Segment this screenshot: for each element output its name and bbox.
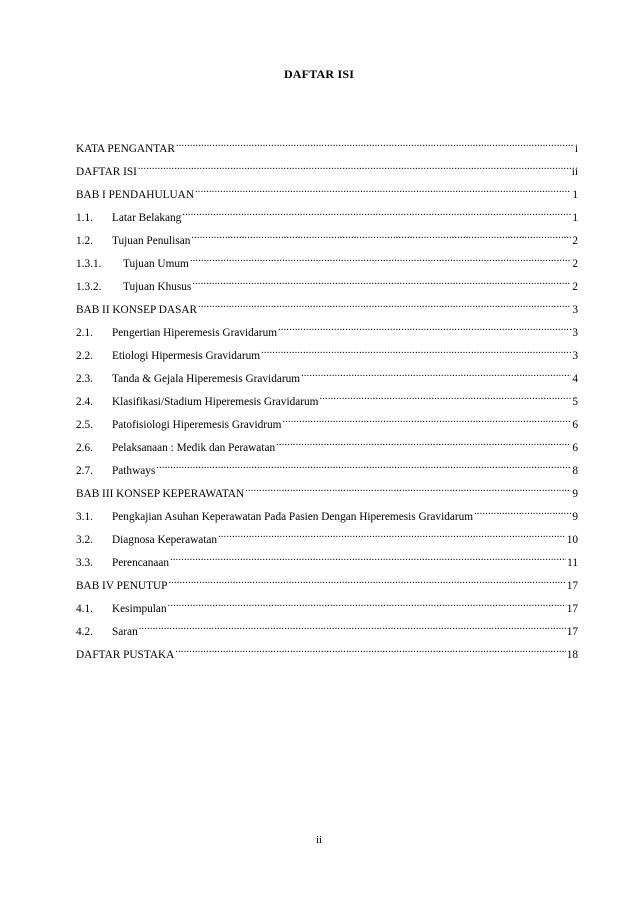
- toc-entry: [76, 368, 578, 391]
- toc-entry-number: 2.3.: [76, 373, 93, 385]
- dot-leader: [278, 322, 571, 336]
- page-title: DAFTAR ISI: [283, 67, 355, 81]
- toc-entry-page: 17: [566, 626, 578, 638]
- toc-entry-label: Tujuan Penulisan: [112, 235, 191, 247]
- toc-entry-page: 17: [566, 580, 578, 592]
- toc-entry-number: 3.2.: [76, 534, 93, 546]
- toc-entry-label: Latar Belakang: [112, 212, 182, 224]
- toc-entry-label: Saran: [112, 626, 138, 638]
- dot-leader: [191, 230, 571, 244]
- dot-leader: [245, 483, 571, 497]
- toc-entry-page: 9: [572, 488, 578, 500]
- toc-entry-page: 11: [567, 557, 578, 569]
- toc-entry-number: 1.1.: [76, 212, 93, 224]
- toc-entry-page: 2: [572, 281, 578, 293]
- dot-leader: [139, 621, 566, 635]
- dot-leader: [261, 345, 571, 359]
- toc-entry: [76, 161, 578, 184]
- toc-entry: [76, 230, 578, 253]
- toc-entry-number: 1.3.2.: [76, 281, 102, 293]
- toc-entry-label: Diagnosa Keperawatan: [112, 534, 218, 546]
- dot-leader: [156, 460, 571, 474]
- toc-entry-number: 2.6.: [76, 442, 93, 454]
- toc-entry-page: i: [574, 143, 578, 155]
- toc-entry-label: KATA PENGANTAR: [76, 143, 175, 155]
- toc-entry-page: 9: [572, 511, 578, 523]
- toc-entry-label: Tujuan Khusus: [123, 281, 192, 293]
- toc-entry-label: Pengertian Hiperemesis Gravidarum: [112, 327, 278, 339]
- toc-entry-page: 3: [572, 327, 578, 339]
- dot-leader: [195, 184, 571, 198]
- toc-entry: [76, 322, 578, 345]
- toc-entry: [76, 506, 578, 529]
- toc-entry-number: 2.7.: [76, 465, 93, 477]
- toc-entry-number: 2.1.: [76, 327, 93, 339]
- toc-entry: [76, 529, 578, 552]
- toc-entry-label: Kesimpulan: [112, 603, 167, 615]
- toc-entry-label: Tanda & Gejala Hiperemesis Gravidarum: [112, 373, 301, 385]
- dot-leader: [168, 598, 566, 612]
- toc-entry-number: 1.3.1.: [76, 258, 102, 270]
- toc-entry: [76, 299, 578, 322]
- dot-leader: [198, 299, 571, 313]
- toc-entry-page: 4: [572, 373, 578, 385]
- toc-entry-label: Pelaksanaan : Medik dan Perawatan: [112, 442, 276, 454]
- toc-entry-label: Pathways: [112, 465, 156, 477]
- toc-entry: [76, 414, 578, 437]
- toc-entry: [76, 575, 578, 598]
- toc-entry-number: 2.5.: [76, 419, 93, 431]
- toc-entry-number: 2.4.: [76, 396, 93, 408]
- toc-entry: [76, 207, 578, 230]
- toc-entry: [76, 437, 578, 460]
- toc-entry-label: Patofisiologi Hiperemesis Gravidrum: [112, 419, 282, 431]
- toc-entry-number: 2.2.: [76, 350, 93, 362]
- table-of-contents: [76, 138, 578, 667]
- toc-entry-page: 1: [572, 189, 578, 201]
- toc-entry: [76, 552, 578, 575]
- toc-entry-page: 6: [572, 442, 578, 454]
- toc-entry-label: BAB I PENDAHULUAN: [76, 189, 194, 201]
- toc-entry-page: 18: [566, 649, 578, 661]
- dot-leader: [282, 414, 571, 428]
- toc-entry-number: 1.2.: [76, 235, 93, 247]
- toc-entry: [76, 184, 578, 207]
- toc-entry-page: 2: [572, 235, 578, 247]
- toc-entry-number: 3.3.: [76, 557, 93, 569]
- toc-entry: [76, 391, 578, 414]
- toc-entry-label: Klasifikasi/Stadium Hiperemesis Gravidarum: [112, 396, 319, 408]
- toc-entry-label: Tujuan Umum: [123, 258, 189, 270]
- toc-entry: [76, 621, 578, 644]
- toc-entry: [76, 276, 578, 299]
- toc-entry: [76, 460, 578, 483]
- toc-entry-label: DAFTAR PUSTAKA: [76, 649, 175, 661]
- dot-leader: [276, 437, 571, 451]
- toc-entry-label: BAB II KONSEP DASAR: [76, 304, 198, 316]
- toc-entry-page: 3: [572, 304, 578, 316]
- dot-leader: [319, 391, 571, 405]
- toc-entry-number: 4.1.: [76, 603, 93, 615]
- dot-leader: [474, 506, 571, 520]
- toc-entry-label: Pengkajian Asuhan Keperawatan Pada Pasien Dengan Hiperemesis Gravidarum: [112, 511, 474, 523]
- toc-entry-number: 4.2.: [76, 626, 93, 638]
- toc-entry-page: 8: [572, 465, 578, 477]
- dot-leader: [170, 552, 566, 566]
- toc-entry: [76, 598, 578, 621]
- toc-entry: [76, 253, 578, 276]
- toc-entry-page: 10: [566, 534, 578, 546]
- toc-entry-label: BAB IV PENUTUP: [76, 580, 168, 592]
- toc-entry-page: 1: [572, 212, 578, 224]
- page-number: ii: [315, 834, 323, 846]
- toc-entry-page: 3: [572, 350, 578, 362]
- toc-entry-label: Perencanaan: [112, 557, 170, 569]
- dot-leader: [301, 368, 571, 382]
- toc-entry-page: ii: [571, 166, 578, 178]
- toc-entry: [76, 138, 578, 161]
- dot-leader: [175, 644, 565, 658]
- toc-entry: [76, 345, 578, 368]
- dot-leader: [218, 529, 566, 543]
- dot-leader: [138, 161, 571, 175]
- dot-leader: [182, 207, 571, 221]
- dot-leader: [168, 575, 565, 589]
- toc-entry-page: 17: [566, 603, 578, 615]
- toc-entry-page: 2: [572, 258, 578, 270]
- toc-entry-label: DAFTAR ISI: [76, 166, 137, 178]
- toc-entry: [76, 483, 578, 506]
- toc-entry-label: BAB III KONSEP KEPERAWATAN: [76, 488, 245, 500]
- toc-entry-page: 6: [572, 419, 578, 431]
- toc-entry: [76, 644, 578, 667]
- toc-entry-number: 3.1.: [76, 511, 93, 523]
- dot-leader: [190, 253, 572, 267]
- dot-leader: [176, 138, 574, 152]
- dot-leader: [192, 276, 571, 290]
- toc-entry-label: Etiologi Hipermesis Gravidarum: [112, 350, 261, 362]
- toc-entry-page: 5: [572, 396, 578, 408]
